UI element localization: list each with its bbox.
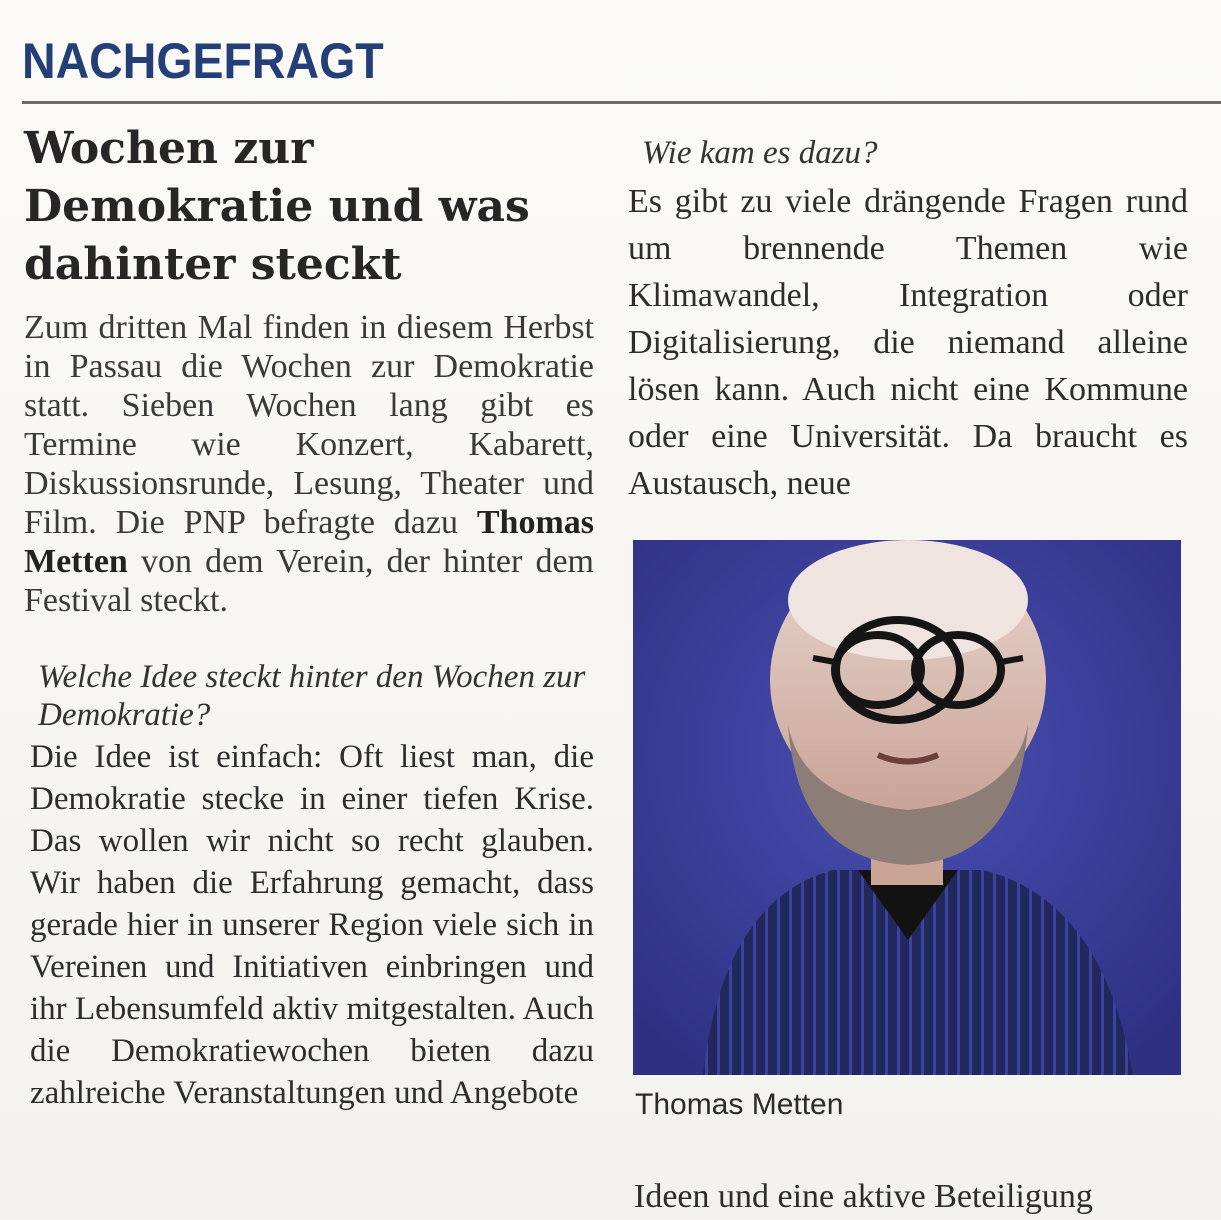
article-intro — [24, 308, 594, 620]
photo-caption: Thomas Metten — [635, 1088, 844, 1121]
glasses-temple-left — [813, 658, 835, 662]
section-rule — [22, 101, 1221, 104]
article-headline: Wochen zur Demokratie und was dahinter steckt — [24, 123, 530, 290]
right-column — [628, 134, 1188, 507]
answer-two: Es gibt zu viele drängende Fragen rund um brennende Themen wie Klimawandel, Integration oder Digitalisierung, die niemand alleine lösen kann. Auch nicht eine Kommune oder eine Universität. Da braucht es Austausch, neue — [628, 183, 1188, 502]
answer-one: Die Idee ist einfach: Oft liest man, die Demokratie stecke in einer tiefen Krise. Das wollen wir nicht so recht glauben. Wir haben die Erfahrung gemacht, dass gerade hier in unserer Region viele sich in Vereinen und Initiativen einbringen und ihr Lebensumfeld aktiv mitgestalten. Auch die Demokratiewochen bieten dazu zahlreiche Veranstaltungen und Angebote — [30, 739, 594, 1111]
section-kicker: NACHGEFRAGT — [22, 33, 384, 89]
portrait-photo — [633, 540, 1181, 1075]
intro-text-start: Zum dritten Mal finden in diesem Herbst in Passau die Wochen zur Demokratie statt. Sieben Wochen lang gibt es Termine wie Konzert, Kabarett, Diskussionsrunde, Lesung, Theater und Film. Die PNP befragte dazu — [24, 309, 594, 541]
glasses-temple-right — [1001, 658, 1023, 662]
intro-text-end: von dem Verein, der hinter dem Festival steckt. — [24, 543, 594, 619]
question-two: Wie kam es dazu? — [642, 135, 878, 171]
interviewee-name: Thomas Metten — [24, 504, 594, 580]
left-column — [24, 120, 594, 1114]
question-one: Welche Idee steckt hinter den Wochen zur Demokratie? — [38, 659, 586, 733]
portrait-illustration — [633, 540, 1181, 1075]
answer-two-continuation: Ideen und eine aktive Beteiligung — [634, 1178, 1093, 1215]
